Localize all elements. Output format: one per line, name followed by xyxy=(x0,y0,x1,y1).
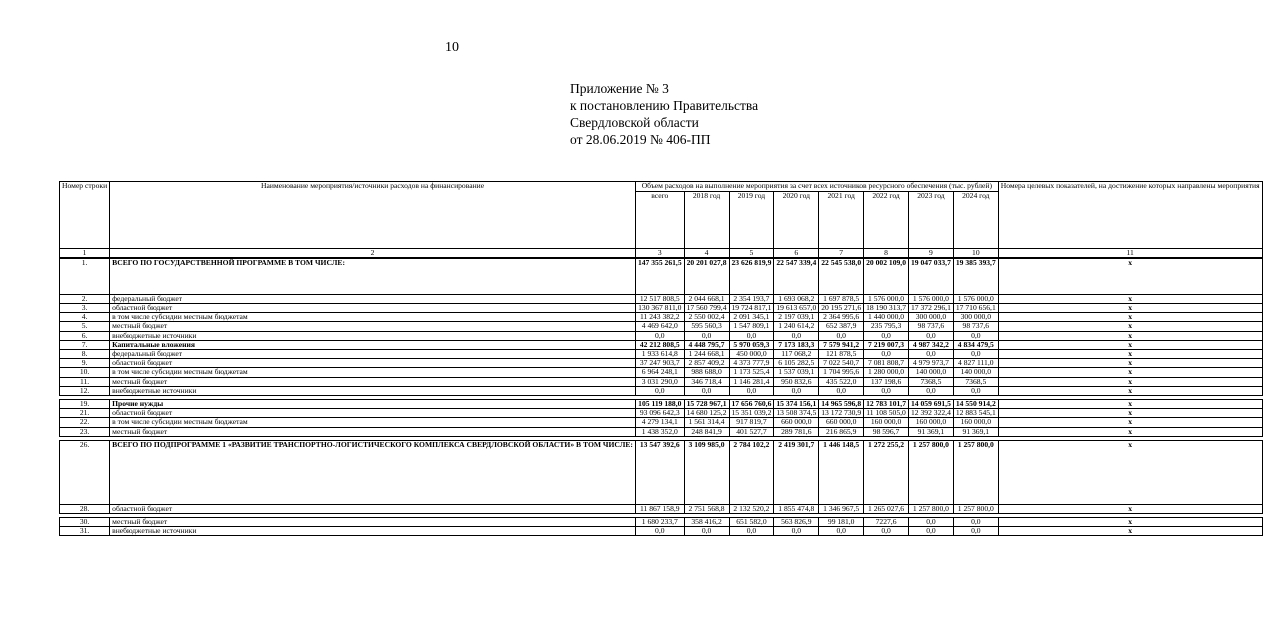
row-target: х xyxy=(998,427,1262,436)
row-value: 147 355 261,5 xyxy=(635,258,684,294)
row-value: 1 280 000,0 xyxy=(864,368,909,377)
table-row xyxy=(60,331,1263,340)
row-value: 99 181,0 xyxy=(819,517,864,526)
row-name: местный бюджет xyxy=(110,377,636,386)
column-number: 7 xyxy=(819,249,864,259)
row-value: 1 173 525,4 xyxy=(729,368,774,377)
row-value: 235 795,3 xyxy=(864,322,909,331)
row-target: х xyxy=(998,303,1262,312)
row-value: 0,0 xyxy=(635,527,684,536)
row-number: 11. xyxy=(60,377,110,386)
row-name: в том числе субсидии местным бюджетам xyxy=(110,313,636,322)
row-number: 6. xyxy=(60,331,110,340)
row-value: 22 547 339,4 xyxy=(774,258,819,294)
table-body xyxy=(60,258,1263,536)
column-number: 10 xyxy=(953,249,998,259)
row-value: 12 392 322,4 xyxy=(909,409,954,418)
row-value: 17 560 799,4 xyxy=(684,303,729,312)
table-row xyxy=(60,504,1263,513)
row-value: 1 257 800,0 xyxy=(909,440,954,504)
row-name: ВСЕГО ПО ПОДПРОГРАММЕ 1 «РАЗВИТИЕ ТРАНСПОРТНО-ЛОГИСТИЧЕСКОГО КОМПЛЕКСА СВЕРДЛОВСКОЙ ОБЛАСТИ» В ТОМ ЧИСЛЕ: xyxy=(110,440,636,504)
row-value: 0,0 xyxy=(774,386,819,395)
row-number: 12. xyxy=(60,386,110,395)
row-value: 3 109 985,0 xyxy=(684,440,729,504)
row-value: 0,0 xyxy=(953,527,998,536)
row-value: 7368,5 xyxy=(909,377,954,386)
annex-block xyxy=(570,80,758,148)
row-value: 13 508 374,5 xyxy=(774,409,819,418)
row-value: 6 105 282,5 xyxy=(774,359,819,368)
row-value: 1 438 352,0 xyxy=(635,427,684,436)
row-name: ВСЕГО ПО ГОСУДАРСТВЕННОЙ ПРОГРАММЕ В ТОМ ЧИСЛЕ: xyxy=(110,258,636,294)
row-target: х xyxy=(998,331,1262,340)
row-value: 0,0 xyxy=(684,527,729,536)
row-value: 917 819,7 xyxy=(729,418,774,427)
header-total: всего xyxy=(635,192,684,249)
header-row-no: Номер строки xyxy=(60,182,110,249)
row-value: 2 419 301,7 xyxy=(774,440,819,504)
table-row xyxy=(60,368,1263,377)
header-targets: Номера целевых показателей, на достижение которых направлены мероприятия xyxy=(998,182,1262,249)
row-value: 20 201 027,8 xyxy=(684,258,729,294)
row-value: 0,0 xyxy=(819,527,864,536)
row-value: 0,0 xyxy=(684,386,729,395)
row-value: 6 964 248,1 xyxy=(635,368,684,377)
row-number: 26. xyxy=(60,440,110,504)
row-value: 19 047 033,7 xyxy=(909,258,954,294)
row-value: 105 119 188,0 xyxy=(635,399,684,408)
row-value: 160 000,0 xyxy=(864,418,909,427)
row-value: 20 195 271,6 xyxy=(819,303,864,312)
row-value: 15 728 967,1 xyxy=(684,399,729,408)
row-value: 17 372 296,1 xyxy=(909,303,954,312)
row-value: 0,0 xyxy=(729,527,774,536)
row-value: 91 369,1 xyxy=(953,427,998,436)
row-number: 8. xyxy=(60,349,110,358)
row-value: 4 827 111,0 xyxy=(953,359,998,368)
row-value: 160 000,0 xyxy=(953,418,998,427)
row-value: 17 710 656,1 xyxy=(953,303,998,312)
table-row xyxy=(60,427,1263,436)
table-row xyxy=(60,322,1263,331)
row-value: 121 878,5 xyxy=(819,349,864,358)
row-value: 2 044 668,1 xyxy=(684,294,729,303)
row-value: 248 841,9 xyxy=(684,427,729,436)
row-value: 19 724 817,1 xyxy=(729,303,774,312)
row-value: 0,0 xyxy=(909,386,954,395)
row-value: 652 387,9 xyxy=(819,322,864,331)
row-value: 22 545 538,0 xyxy=(819,258,864,294)
row-value: 2 354 193,7 xyxy=(729,294,774,303)
row-name: Капитальные вложения xyxy=(110,340,636,349)
row-value: 0,0 xyxy=(909,331,954,340)
row-value: 2 550 002,4 xyxy=(684,313,729,322)
row-value: 2 751 568,8 xyxy=(684,504,729,513)
row-value: 15 374 156,1 xyxy=(774,399,819,408)
row-value: 1 272 255,2 xyxy=(864,440,909,504)
row-value: 0,0 xyxy=(953,331,998,340)
column-number: 4 xyxy=(684,249,729,259)
row-number: 5. xyxy=(60,322,110,331)
header-year-2023: 2023 год xyxy=(909,192,954,249)
row-value: 19 613 657,0 xyxy=(774,303,819,312)
row-name: в том числе субсидии местным бюджетам xyxy=(110,418,636,427)
row-value: 4 834 479,5 xyxy=(953,340,998,349)
row-value: 216 865,9 xyxy=(819,427,864,436)
row-value: 4 448 795,7 xyxy=(684,340,729,349)
row-value: 0,0 xyxy=(953,386,998,395)
row-value: 1 697 878,5 xyxy=(819,294,864,303)
column-numbers-row xyxy=(60,249,1263,259)
row-number: 2. xyxy=(60,294,110,303)
table-row xyxy=(60,527,1263,536)
row-number: 3. xyxy=(60,303,110,312)
row-value: 4 279 134,1 xyxy=(635,418,684,427)
row-value: 988 688,0 xyxy=(684,368,729,377)
row-target: х xyxy=(998,517,1262,526)
row-name: областной бюджет xyxy=(110,359,636,368)
row-value: 0,0 xyxy=(684,331,729,340)
annex-title: Приложение № 3 xyxy=(570,81,669,96)
row-name: внебюджетные источники xyxy=(110,386,636,395)
table-row xyxy=(60,440,1263,504)
row-value: 0,0 xyxy=(774,527,819,536)
row-value: 1 240 614,2 xyxy=(774,322,819,331)
row-value: 2 364 995,6 xyxy=(819,313,864,322)
row-value: 435 522,0 xyxy=(819,377,864,386)
row-value: 12 883 545,1 xyxy=(953,409,998,418)
row-value: 0,0 xyxy=(864,527,909,536)
row-value: 1 537 039,1 xyxy=(774,368,819,377)
row-value: 1 440 000,0 xyxy=(864,313,909,322)
row-value: 0,0 xyxy=(729,386,774,395)
row-value: 1 547 809,1 xyxy=(729,322,774,331)
header-year-2018: 2018 год xyxy=(684,192,729,249)
row-value: 4 469 642,0 xyxy=(635,322,684,331)
budget-table xyxy=(59,181,1263,536)
column-number: 1 xyxy=(60,249,110,259)
row-value: 1 146 281,4 xyxy=(729,377,774,386)
row-value: 1 576 000,0 xyxy=(864,294,909,303)
row-value: 140 000,0 xyxy=(909,368,954,377)
column-number: 11 xyxy=(998,249,1262,259)
row-target: х xyxy=(998,418,1262,427)
row-value: 0,0 xyxy=(909,517,954,526)
header-name: Наименование мероприятия/источники расходов на финансирование xyxy=(110,182,636,249)
row-target: х xyxy=(998,409,1262,418)
row-target: х xyxy=(998,399,1262,408)
row-value: 17 656 760,6 xyxy=(729,399,774,408)
page-number: 10 xyxy=(445,40,459,55)
row-value: 0,0 xyxy=(635,331,684,340)
row-value: 13 547 392,6 xyxy=(635,440,684,504)
row-value: 1 346 967,5 xyxy=(819,504,864,513)
row-name: внебюджетные источники xyxy=(110,527,636,536)
row-value: 2 784 102,2 xyxy=(729,440,774,504)
row-value: 1 265 027,6 xyxy=(864,504,909,513)
row-value: 98 737,6 xyxy=(909,322,954,331)
row-value: 18 190 313,7 xyxy=(864,303,909,312)
row-value: 5 970 059,3 xyxy=(729,340,774,349)
row-value: 289 781,6 xyxy=(774,427,819,436)
row-target: х xyxy=(998,359,1262,368)
row-value: 7227,6 xyxy=(864,517,909,526)
header-year-2024: 2024 год xyxy=(953,192,998,249)
table-row xyxy=(60,418,1263,427)
header-year-2020: 2020 год xyxy=(774,192,819,249)
row-value: 42 212 808,5 xyxy=(635,340,684,349)
table-row xyxy=(60,377,1263,386)
row-target: х xyxy=(998,322,1262,331)
row-target: х xyxy=(998,504,1262,513)
row-value: 2 197 039,1 xyxy=(774,313,819,322)
row-value: 14 965 596,8 xyxy=(819,399,864,408)
row-value: 401 527,7 xyxy=(729,427,774,436)
row-number: 9. xyxy=(60,359,110,368)
header-year-2021: 2021 год xyxy=(819,192,864,249)
row-value: 450 000,0 xyxy=(729,349,774,358)
table-row xyxy=(60,386,1263,395)
row-number: 28. xyxy=(60,504,110,513)
row-number: 10. xyxy=(60,368,110,377)
row-value: 0,0 xyxy=(864,386,909,395)
header-year-2022: 2022 год xyxy=(864,192,909,249)
row-value: 11 243 382,2 xyxy=(635,313,684,322)
row-value: 19 385 393,7 xyxy=(953,258,998,294)
row-target: х xyxy=(998,258,1262,294)
row-value: 13 172 730,9 xyxy=(819,409,864,418)
row-value: 137 198,6 xyxy=(864,377,909,386)
row-value: 93 096 642,3 xyxy=(635,409,684,418)
row-value: 23 626 819,9 xyxy=(729,258,774,294)
row-value: 14 680 125,2 xyxy=(684,409,729,418)
row-number: 30. xyxy=(60,517,110,526)
row-value: 563 826,9 xyxy=(774,517,819,526)
row-value: 1 257 800,0 xyxy=(953,504,998,513)
row-value: 11 108 505,0 xyxy=(864,409,909,418)
row-name: местный бюджет xyxy=(110,517,636,526)
row-value: 98 596,7 xyxy=(864,427,909,436)
row-value: 14 550 914,2 xyxy=(953,399,998,408)
row-value: 4 373 777,9 xyxy=(729,359,774,368)
row-value: 140 000,0 xyxy=(953,368,998,377)
row-name: в том числе субсидии местным бюджетам xyxy=(110,368,636,377)
row-number: 7. xyxy=(60,340,110,349)
row-value: 1 446 148,5 xyxy=(819,440,864,504)
column-number: 3 xyxy=(635,249,684,259)
row-value: 11 867 158,9 xyxy=(635,504,684,513)
row-value: 1 680 233,7 xyxy=(635,517,684,526)
header-year-2019: 2019 год xyxy=(729,192,774,249)
column-number: 8 xyxy=(864,249,909,259)
row-value: 660 000,0 xyxy=(774,418,819,427)
row-value: 300 000,0 xyxy=(909,313,954,322)
row-number: 1. xyxy=(60,258,110,294)
row-value: 358 416,2 xyxy=(684,517,729,526)
row-number: 31. xyxy=(60,527,110,536)
row-target: х xyxy=(998,294,1262,303)
row-value: 7368,5 xyxy=(953,377,998,386)
row-value: 0,0 xyxy=(819,386,864,395)
row-value: 12 517 808,5 xyxy=(635,294,684,303)
row-value: 595 560,3 xyxy=(684,322,729,331)
row-value: 0,0 xyxy=(729,331,774,340)
row-value: 1 855 474,8 xyxy=(774,504,819,513)
row-value: 7 022 540,7 xyxy=(819,359,864,368)
row-value: 0,0 xyxy=(864,331,909,340)
row-value: 660 000,0 xyxy=(819,418,864,427)
row-value: 2 857 409,2 xyxy=(684,359,729,368)
row-value: 1 561 314,4 xyxy=(684,418,729,427)
row-value: 20 002 109,0 xyxy=(864,258,909,294)
row-name: Прочие нужды xyxy=(110,399,636,408)
annex-line: к постановлению Правительства xyxy=(570,98,759,113)
row-target: х xyxy=(998,313,1262,322)
row-number: 21. xyxy=(60,409,110,418)
table-row xyxy=(60,258,1263,294)
row-value: 346 718,4 xyxy=(684,377,729,386)
row-value: 130 367 811,0 xyxy=(635,303,684,312)
row-value: 14 059 691,5 xyxy=(909,399,954,408)
column-number: 5 xyxy=(729,249,774,259)
annex-line: Свердловской области xyxy=(570,115,699,130)
row-value: 98 737,6 xyxy=(953,322,998,331)
row-value: 950 832,6 xyxy=(774,377,819,386)
header-volume: Объем расходов на выполнение мероприятия за счет всех источников ресурсного обеспечения (тыс. рублей) xyxy=(635,182,998,192)
row-value: 12 783 101,7 xyxy=(864,399,909,408)
row-value: 1 244 668,1 xyxy=(684,349,729,358)
row-name: местный бюджет xyxy=(110,427,636,436)
row-target: х xyxy=(998,527,1262,536)
row-name: федеральный бюджет xyxy=(110,294,636,303)
row-value: 1 576 000,0 xyxy=(953,294,998,303)
row-value: 7 219 007,3 xyxy=(864,340,909,349)
row-value: 0,0 xyxy=(635,386,684,395)
row-number: 23. xyxy=(60,427,110,436)
row-target: х xyxy=(998,349,1262,358)
column-number: 2 xyxy=(110,249,636,259)
row-value: 15 351 039,2 xyxy=(729,409,774,418)
row-value: 0,0 xyxy=(953,517,998,526)
row-value: 0,0 xyxy=(819,331,864,340)
row-value: 7 081 808,7 xyxy=(864,359,909,368)
row-target: х xyxy=(998,340,1262,349)
row-value: 1 933 614,8 xyxy=(635,349,684,358)
row-value: 4 987 342,2 xyxy=(909,340,954,349)
row-value: 7 579 941,2 xyxy=(819,340,864,349)
row-number: 19. xyxy=(60,399,110,408)
row-value: 0,0 xyxy=(953,349,998,358)
row-number: 4. xyxy=(60,313,110,322)
row-value: 7 173 183,3 xyxy=(774,340,819,349)
row-value: 1 704 995,6 xyxy=(819,368,864,377)
row-name: федеральный бюджет xyxy=(110,349,636,358)
annex-date: от 28.06.2019 № 406-ПП xyxy=(570,132,711,147)
row-name: областной бюджет xyxy=(110,504,636,513)
row-value: 1 257 800,0 xyxy=(909,504,954,513)
row-value: 2 132 520,2 xyxy=(729,504,774,513)
row-value: 651 582,0 xyxy=(729,517,774,526)
row-value: 0,0 xyxy=(864,349,909,358)
row-name: местный бюджет xyxy=(110,322,636,331)
row-value: 4 979 973,7 xyxy=(909,359,954,368)
row-target: х xyxy=(998,368,1262,377)
column-number: 6 xyxy=(774,249,819,259)
row-target: х xyxy=(998,386,1262,395)
row-value: 91 369,1 xyxy=(909,427,954,436)
row-value: 3 031 290,0 xyxy=(635,377,684,386)
row-value: 0,0 xyxy=(909,527,954,536)
row-value: 160 000,0 xyxy=(909,418,954,427)
column-number: 9 xyxy=(909,249,954,259)
row-target: х xyxy=(998,377,1262,386)
row-value: 300 000,0 xyxy=(953,313,998,322)
row-value: 117 068,2 xyxy=(774,349,819,358)
row-value: 2 091 345,1 xyxy=(729,313,774,322)
row-value: 0,0 xyxy=(774,331,819,340)
row-number: 22. xyxy=(60,418,110,427)
row-name: внебюджетные источники xyxy=(110,331,636,340)
row-target: х xyxy=(998,440,1262,504)
row-value: 1 693 068,2 xyxy=(774,294,819,303)
row-value: 1 576 000,0 xyxy=(909,294,954,303)
row-name: областной бюджет xyxy=(110,303,636,312)
row-value: 37 247 903,7 xyxy=(635,359,684,368)
row-value: 0,0 xyxy=(909,349,954,358)
row-value: 1 257 800,0 xyxy=(953,440,998,504)
row-name: областной бюджет xyxy=(110,409,636,418)
